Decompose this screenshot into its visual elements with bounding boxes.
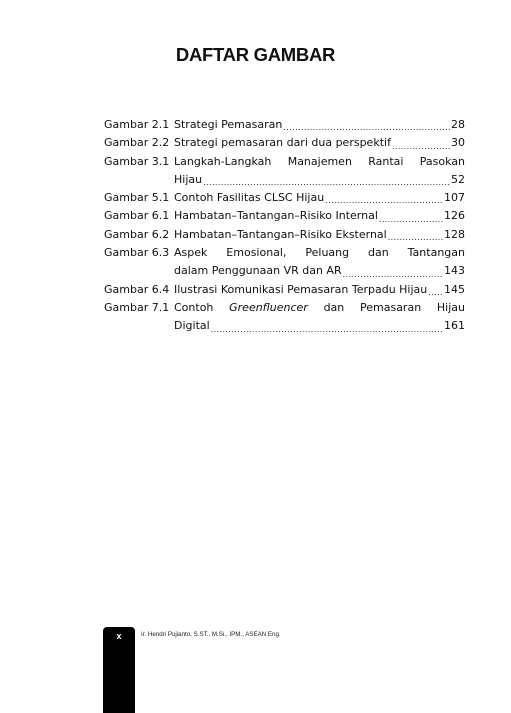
page-ref: 107 <box>444 191 465 205</box>
leader-dots <box>211 323 443 336</box>
leader-dots <box>388 231 443 244</box>
page-ref: 28 <box>451 118 465 131</box>
figure-title-line: Contoh Greenfluencer dan Pemasaran Hijau <box>174 300 465 314</box>
figure-number: Gambar 3.1 <box>104 154 170 168</box>
page-title: DAFTAR GAMBAR <box>175 44 336 65</box>
figure-number: Gambar 6.3 <box>104 246 170 260</box>
page-number: x <box>116 631 122 641</box>
page-ref: 30 <box>451 136 465 150</box>
list-item[interactable] <box>104 226 465 244</box>
page-ref: 143 <box>444 264 465 278</box>
figure-title: Digital <box>174 319 210 333</box>
list-item[interactable] <box>104 244 465 281</box>
leader-dots <box>283 121 450 134</box>
leader-dots <box>428 286 443 299</box>
figure-number: Gambar 7.1 <box>104 300 170 314</box>
figure-title: Ilustrasi Komunikasi Pemasaran Terpadu Hijau <box>174 282 428 296</box>
figure-title: Contoh Fasilitas CLSC Hijau <box>174 191 325 205</box>
leader-dots <box>343 268 443 281</box>
list-item[interactable] <box>104 189 465 207</box>
figure-title-line: Langkah-Langkah Manajemen Rantai Pasokan <box>174 154 465 168</box>
figure-title: Hambatan–Tantangan–Risiko Eksternal <box>174 227 387 241</box>
figure-title: Strategi pemasaran dari dua perspektif <box>174 136 391 150</box>
list-item[interactable] <box>104 299 465 336</box>
figure-title: Hambatan–Tantangan–Risiko Internal <box>174 209 378 223</box>
leader-dots <box>325 194 443 207</box>
list-item[interactable] <box>104 134 465 152</box>
figure-number: Gambar 6.4 <box>104 282 170 296</box>
page-ref: 145 <box>444 282 465 296</box>
list-item[interactable] <box>104 207 465 225</box>
figure-title-line: Aspek Emosional, Peluang dan Tantangan <box>174 246 465 260</box>
figure-number: Gambar 5.1 <box>104 191 170 205</box>
list-item[interactable] <box>104 281 465 299</box>
leader-dots <box>392 140 450 153</box>
page-ref: 128 <box>444 227 465 241</box>
page-ref: 126 <box>444 209 465 223</box>
footer-author: Ir. Hendri Pujianto, S.ST., M.Si., IPM., ASEAN Eng. <box>141 631 281 638</box>
leader-dots <box>203 176 450 189</box>
figure-number: Gambar 2.2 <box>104 136 170 150</box>
figure-number: Gambar 6.1 <box>104 209 170 223</box>
figure-list <box>104 116 465 336</box>
figure-title: Hijau <box>174 172 203 186</box>
figure-title: Strategi Pemasaran <box>174 118 283 131</box>
page-ref: 52 <box>451 172 465 186</box>
list-item[interactable] <box>104 116 465 134</box>
figure-title: dalam Penggunaan VR dan AR <box>174 264 342 278</box>
figure-number: Gambar 2.1 <box>104 118 170 131</box>
page-ref: 161 <box>444 319 465 333</box>
figure-number: Gambar 6.2 <box>104 227 170 241</box>
list-item[interactable] <box>104 153 465 190</box>
leader-dots <box>379 213 443 226</box>
